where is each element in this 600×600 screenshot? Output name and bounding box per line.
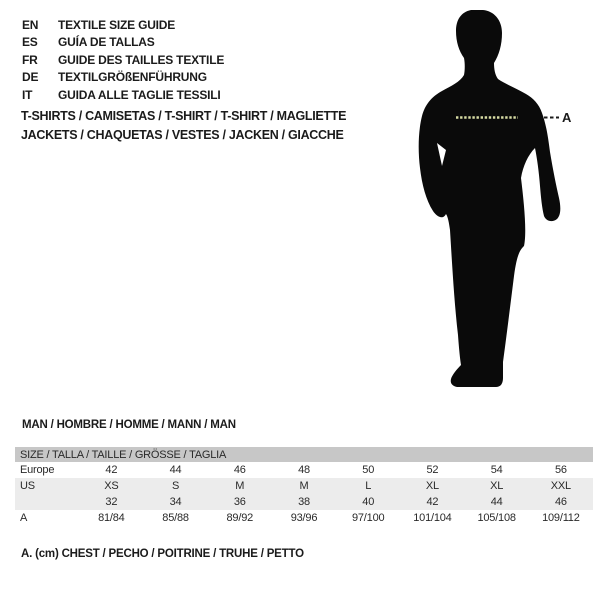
size-table-header: SIZE / TALLA / TAILLE / GRÖSSE / TAGLIA [15,447,593,462]
table-cell: S [171,480,180,492]
table-cell: 109/112 [542,512,580,524]
row-label [15,494,79,510]
table-cell: 97/100 [351,512,385,524]
table-row-us [15,478,593,494]
table-cell: 81/84 [98,512,125,524]
row-label: Europe [20,464,55,476]
garment-categories [21,109,346,146]
language-code: IT [22,87,33,102]
table-cell: 32 [105,496,118,508]
table-cell: 101/104 [413,512,452,524]
language-list [22,16,224,104]
language-code: DE [22,70,39,85]
language-code: ES [22,35,38,50]
table-cell: M [235,480,245,492]
language-label: GUÍA DE TALLAS [58,35,155,50]
row-label: A [20,512,28,524]
table-cell: 42 [426,496,439,508]
size-table-header-row [15,447,593,462]
table-cell: 34 [169,496,182,508]
table-cell: 56 [554,464,567,476]
language-row-en [22,16,224,34]
language-code: FR [22,52,38,67]
table-row-chest-a [15,510,593,526]
language-code: EN [22,17,39,32]
category-tshirts: T-SHIRTS / CAMISETAS / T-SHIRT / T-SHIRT / MAGLIETTE [21,109,347,123]
size-table [15,447,593,526]
table-cell: 36 [233,496,246,508]
table-cell: 42 [105,464,118,476]
table-cell: 38 [298,496,310,508]
language-label: GUIDA ALLE TAGLIE TESSILI [58,87,221,102]
table-row-europe [15,462,593,478]
table-cell: 50 [362,464,375,476]
table-cell: 48 [298,464,310,476]
man-silhouette [419,10,561,387]
language-label: GUIDE DES TAILLES TEXTILE [58,52,225,67]
table-cell: 44 [490,496,503,508]
table-cell: L [365,480,372,492]
table-cell: 40 [362,496,375,508]
table-cell: 46 [233,464,246,476]
table-cell: XXL [550,480,571,492]
language-label: TEXTILE SIZE GUIDE [58,17,176,32]
table-cell: 44 [169,464,182,476]
category-jackets: JACKETS / CHAQUETAS / VESTES / JACKEN / GIACCHE [21,127,344,142]
table-cell: 93/96 [290,512,318,524]
table-cell: 105/108 [477,512,516,524]
table-cell: XL [425,480,439,492]
table-cell: 54 [490,464,503,476]
table-cell: 89/92 [226,512,254,524]
language-row-de [22,69,224,87]
table-cell: 52 [426,464,439,476]
language-row-it [22,86,224,104]
table-cell: 46 [554,496,567,508]
language-row-es [22,34,224,52]
table-cell: XS [104,480,119,492]
row-label: US [20,480,35,492]
measurement-footnote: A. (cm) CHEST / PECHO / POITRINE / TRUHE / PETTO [21,548,304,560]
section-title-man: MAN / HOMBRE / HOMME / MANN / MAN [22,419,236,431]
measurement-label-a: A [562,110,572,125]
language-row-fr [22,51,224,69]
language-label: TEXTILGRÖßENFÜHRUNG [58,70,207,85]
table-cell: XL [490,480,504,492]
man-figure-svg [408,0,584,398]
table-cell: 85/88 [162,512,189,524]
table-cell: M [299,480,309,492]
table-row-numeric [15,494,593,510]
man-figure [408,0,584,398]
